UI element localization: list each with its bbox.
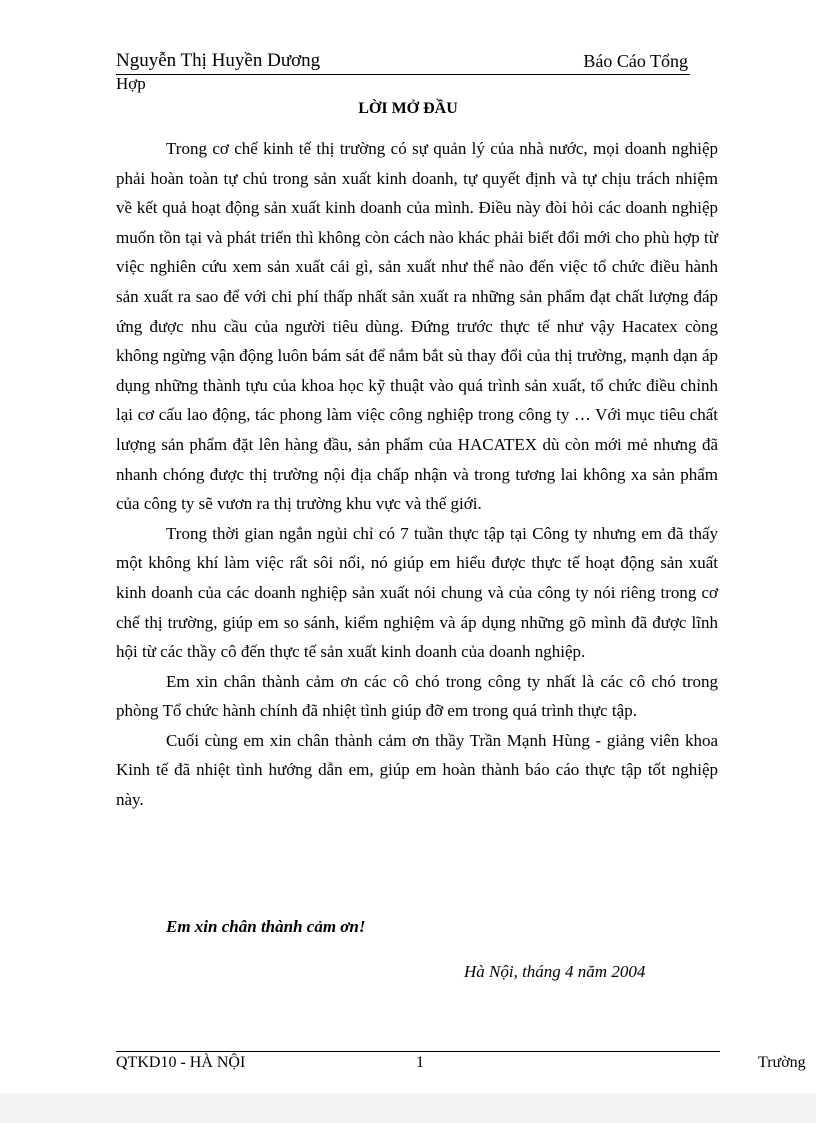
footer-left-text: QTKD10 - HÀ NỘI	[116, 1054, 246, 1071]
closing-line: Em xin chân thành cảm ơn!	[166, 917, 366, 936]
page-number: 1	[416, 1054, 424, 1071]
paragraph: Trong cơ chế kinh tế thị trường có sự quản lý của nhà nước, mọi doanh nghiệp phải hoàn toàn tự chủ trong sản xuất kinh doanh, tự quyết định và tự chịu trách nhiệm về kết quả hoạt động sản xuất kinh doanh của mình. Điều này đòi hỏi các doanh nghiệp muốn tồn tại và phát triển thì không còn cách nào khác phải biết đổi mới cho phù hợp từ việc nghiên cứu xem sản xuất cái gì, sản xuất như thế nào đến việc tổ chức điều hành sản xuất ra sao để với chi phí thấp nhất sản xuất ra những sản phẩm đạt chất lượng đáp ứng được nhu cầu của người tiêu dùng. Đứng trước thực tế như vậy Hacatex còng không ngừng vận động luôn bám sát để nắm bắt sù thay đổi của thị trường, mạnh dạn áp dụng những thành tựu của khoa học kỹ thuật vào quá trình sản xuất, tổ chức điều chỉnh lại cơ cấu lao động, tác phong làm việc công nghiệp trong công ty … Với mục tiêu chất lượng sản phẩm đặt lên hàng đầu, sản phẩm của HACATEX dù còn mới mẻ nhưng đã nhanh chóng được thị trường nội địa chấp nhận và trong tương lai không xa sản phẩm của công ty sẽ vươn ra thị trường khu vực và thế giới.	[116, 139, 718, 514]
page-header	[116, 50, 690, 75]
document-title: LỜI MỞ ĐẦU	[358, 100, 458, 117]
header-author: Nguyễn Thị Huyền Dương	[116, 50, 321, 71]
header-report-title-continued: Hợp	[116, 74, 146, 93]
paragraph: Cuối cùng em xin chân thành cảm ơn thầy Trần Mạnh Hùng - giảng viên khoa Kinh tế đã nhiệt tình hướng dẫn em, giúp em hoàn thành báo cáo thực tập tốt nghiệp này.	[116, 730, 718, 810]
paragraph: Trong thời gian ngắn ngủi chỉ có 7 tuần thực tập tại Công ty nhưng em đã thấy một không khí làm việc rất sôi nổi, nó giúp em hiểu được thực tế hoạt động sản xuất kinh doanh của các doanh nghiệp sản xuất nói chung và của công ty nói riêng trong cơ chế thị trường, giúp em so sánh, kiểm nghiệm và áp dụng những gõ mình đã được lĩnh hội từ các thầy cô đến thực tế sản xuất kinh doanh của doanh nghiệp.	[116, 523, 718, 662]
footer-right-text: Trường	[758, 1054, 806, 1071]
document-body	[116, 134, 718, 815]
footer-divider	[116, 1051, 720, 1052]
dateline: Hà Nội, tháng 4 năm 2004	[464, 962, 646, 981]
viewer-bottom-strip	[0, 1093, 816, 1123]
header-report-title: Báo Cáo Tổng	[583, 51, 688, 71]
paragraph: Em xin chân thành cảm ơn các cô chó trong công ty nhất là các cô chó trong phòng Tổ chức hành chính đã nhiệt tình giúp đỡ em trong quá trình thực tập.	[116, 671, 718, 721]
